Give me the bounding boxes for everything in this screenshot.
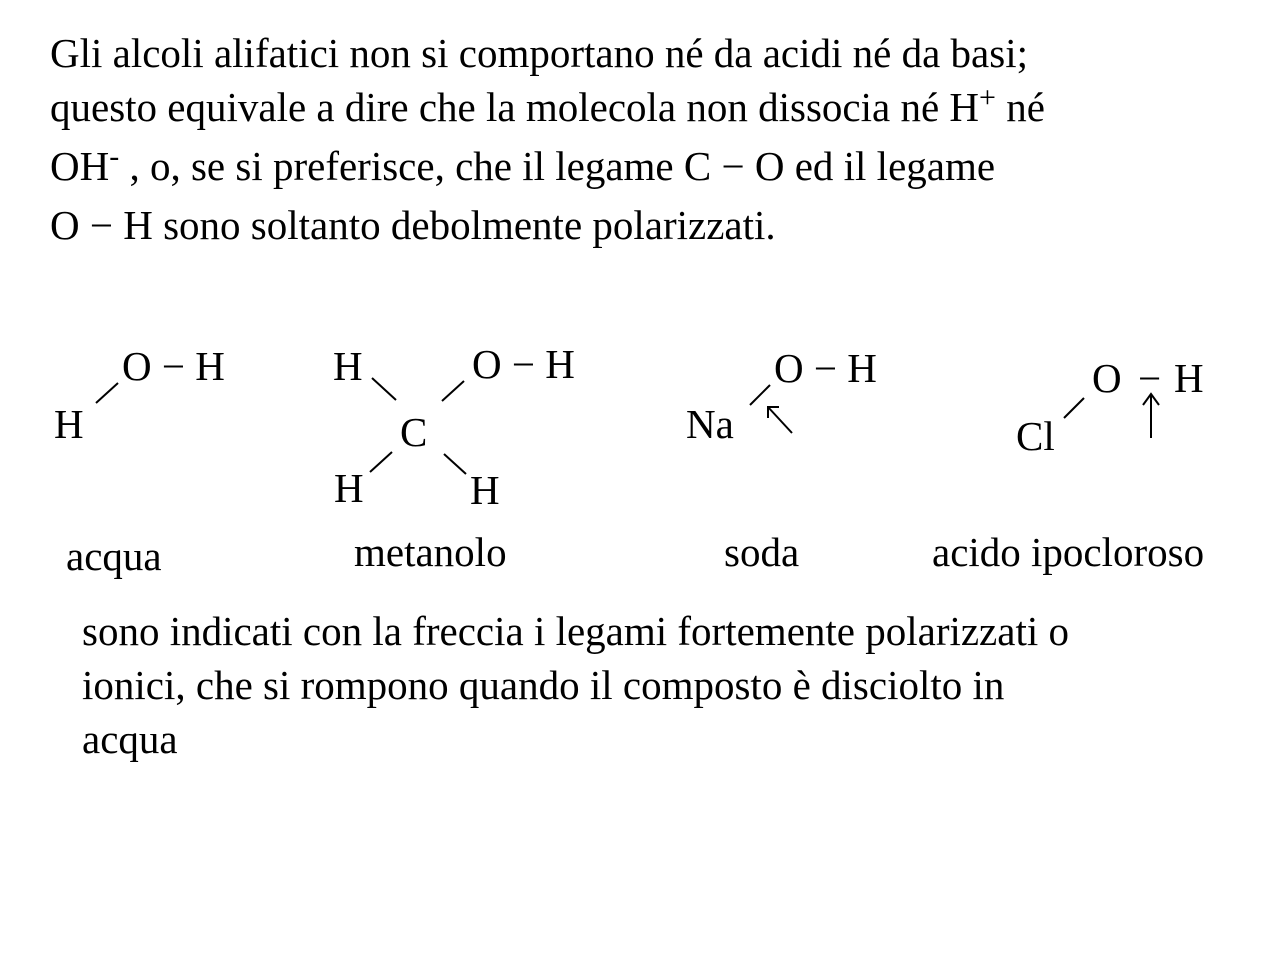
- methanol-oh-group: O − H: [472, 341, 575, 387]
- note-line-2: ionici, che si rompono quando il composto è disciolto in: [82, 662, 1005, 708]
- soda-sodium: Na: [686, 401, 734, 447]
- methanol-c-h-bond-bottom-right: [444, 454, 466, 474]
- methanol-hydrogen-bottom-right: H: [470, 467, 500, 513]
- methanol-h-c-bond-top: [372, 378, 396, 400]
- hypochlorous-oxygen: O: [1092, 355, 1122, 401]
- intro-line-1: Gli alcoli alifatici non si comportano né da acidi né da basi;: [50, 30, 1028, 76]
- methanol-h-c-bond-bottom-left: [370, 452, 392, 472]
- intro-line-3-oh: OH: [50, 143, 110, 189]
- soda-oh-group: O − H: [774, 345, 877, 391]
- hypochlorous-hydrogen: H: [1174, 355, 1204, 401]
- note-line-1: sono indicati con la freccia i legami fortemente polarizzati o: [82, 608, 1069, 654]
- arrow-explanation-note: [82, 604, 1272, 766]
- soda-na-o-bond: [750, 385, 770, 405]
- methanol-caption: metanolo: [354, 529, 507, 575]
- methanol-carbon: C: [400, 409, 428, 455]
- h-plus-superscript: +: [979, 81, 996, 114]
- methanol-hydrogen-top: H: [333, 343, 363, 389]
- intro-line-3-text: , o, se si preferisce, che il legame C − O ed il legame: [119, 143, 996, 189]
- hypochlorous-chlorine: Cl: [1016, 413, 1055, 459]
- hypochlorous-bond-dash: −: [1138, 355, 1162, 401]
- water-oh-group: O − H: [122, 343, 225, 389]
- soda-polar-bond-arrow: [768, 407, 792, 433]
- note-line-3: acqua: [82, 716, 178, 762]
- hypochlorous-caption: acido ipocloroso: [932, 529, 1205, 575]
- hypochlorous-cl-o-bond: [1064, 398, 1084, 418]
- intro-line-2-end: né: [995, 84, 1045, 130]
- intro-line-2-text: questo equivale a dire che la molecola non dissocia né H: [50, 84, 980, 130]
- water-h-o-bond: [96, 383, 118, 403]
- methanol-hydrogen-bottom-left: H: [334, 465, 364, 511]
- methanol-c-o-bond: [442, 381, 464, 401]
- water-caption: acqua: [66, 533, 162, 579]
- oh-minus-superscript: -: [109, 140, 120, 173]
- intro-line-4: O − H sono soltanto debolmente polarizzati.: [50, 202, 776, 248]
- soda-caption: soda: [724, 529, 800, 575]
- water-hydrogen: H: [54, 401, 84, 447]
